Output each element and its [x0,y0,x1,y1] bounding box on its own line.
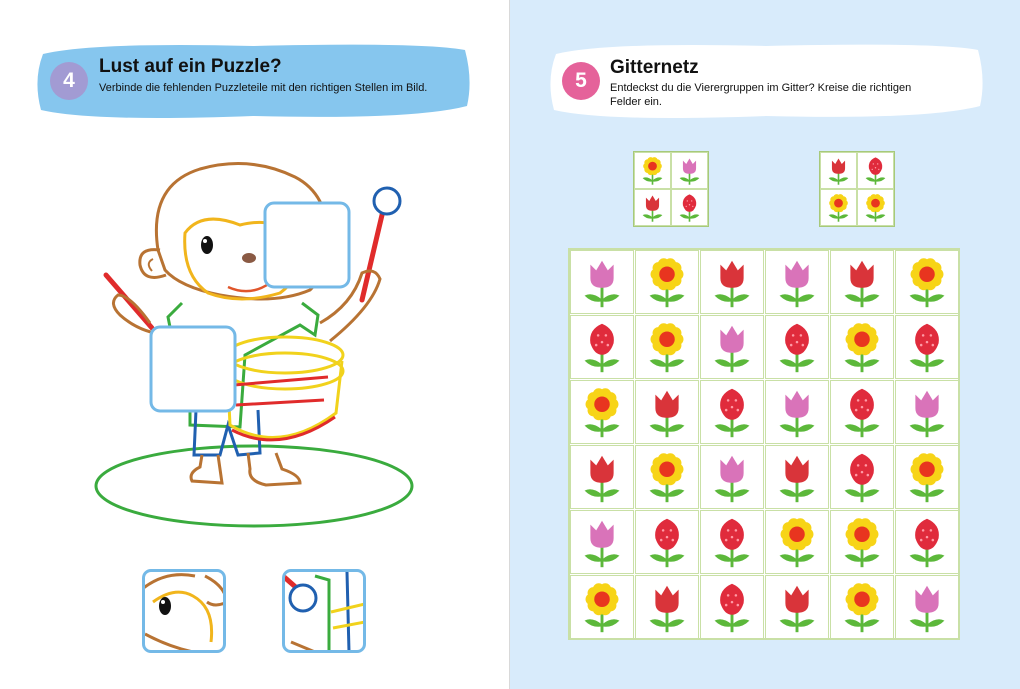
red-tulip-icon [636,381,698,443]
yellow-sunflower-icon [896,251,958,313]
pink-tulip-icon [701,446,763,508]
grid-cell-r4-c6[interactable] [895,445,959,509]
pink-tulip-icon [671,152,708,189]
red-strawberry-tulip-icon [701,576,763,638]
yellow-sunflower-icon [634,152,671,189]
grid-cell-r2-c2[interactable] [635,315,699,379]
yellow-sunflower-icon [636,316,698,378]
grid-cell-r5-c6[interactable] [895,510,959,574]
puzzle-piece-1[interactable] [142,569,226,653]
grid-cell-r5-c3[interactable] [700,510,764,574]
red-strawberry-tulip-icon [671,189,708,226]
grid-cell-r1-c4[interactable] [765,250,829,314]
sample-group-2 [819,151,895,227]
task-banner-5 [546,40,986,122]
task-instruction: Entdeckst du die Vierergruppen im Gitter? Kreise die richtigen Felder ein. [610,82,912,108]
pink-tulip-icon [571,251,633,313]
pink-tulip-icon [701,316,763,378]
red-tulip-icon [831,251,893,313]
sample-group-1 [633,151,709,227]
grid-cell-r3-c3[interactable] [700,380,764,444]
red-tulip-icon [766,446,828,508]
task-instruction: Verbinde die fehlenden Puzzleteile mit den richtigen Stellen im Bild. [99,82,428,94]
yellow-sunflower-icon [831,511,893,573]
grid-cell-r3-c4[interactable] [765,380,829,444]
grid-cell-r4-c3[interactable] [700,445,764,509]
yellow-sunflower-icon [820,189,857,226]
grid-cell-r5-c2[interactable] [635,510,699,574]
red-strawberry-tulip-icon [896,316,958,378]
grid-cell-r4-c2[interactable] [635,445,699,509]
yellow-sunflower-icon [896,446,958,508]
yellow-sunflower-icon [571,381,633,443]
monkey-drummer-illustration [90,155,430,530]
grid-cell-r5-c5[interactable] [830,510,894,574]
red-tulip-icon [636,576,698,638]
task-banner-4 [33,40,473,122]
puzzle-piece-2[interactable] [282,569,366,653]
monkey-face-piece-icon [145,572,223,650]
red-tulip-icon [766,576,828,638]
red-strawberry-tulip-icon [766,316,828,378]
task-number-badge: 5 [562,62,600,100]
grid-cell-r6-c6[interactable] [895,575,959,639]
yellow-sunflower-icon [636,446,698,508]
grid-cell-r6-c3[interactable] [700,575,764,639]
pink-tulip-icon [766,251,828,313]
yellow-sunflower-icon [857,189,894,226]
grid-cell-r4-c5[interactable] [830,445,894,509]
red-strawberry-tulip-icon [831,446,893,508]
grid-cell-r2-c4[interactable] [765,315,829,379]
pink-tulip-icon [896,576,958,638]
red-strawberry-tulip-icon [896,511,958,573]
red-strawberry-tulip-icon [636,511,698,573]
red-tulip-icon [701,251,763,313]
yellow-sunflower-icon [766,511,828,573]
red-strawberry-tulip-icon [831,381,893,443]
red-strawberry-tulip-icon [701,381,763,443]
grid-cell-r3-c6[interactable] [895,380,959,444]
grid-cell-r2-c3[interactable] [700,315,764,379]
grid-cell-r4-c4[interactable] [765,445,829,509]
red-tulip-icon [820,152,857,189]
red-tulip-icon [634,189,671,226]
grid-cell-r6-c5[interactable] [830,575,894,639]
grid-cell-r3-c5[interactable] [830,380,894,444]
yellow-sunflower-icon [831,316,893,378]
flower-grid [568,248,960,640]
grid-cell-r6-c4[interactable] [765,575,829,639]
red-tulip-icon [571,446,633,508]
grid-cell-r6-c1[interactable] [570,575,634,639]
yellow-sunflower-icon [831,576,893,638]
grid-cell-r2-c1[interactable] [570,315,634,379]
grid-cell-r2-c5[interactable] [830,315,894,379]
red-strawberry-tulip-icon [571,316,633,378]
grid-cell-r2-c6[interactable] [895,315,959,379]
task-title: Gitternetz [610,57,699,78]
grid-cell-r6-c2[interactable] [635,575,699,639]
grid-cell-r1-c6[interactable] [895,250,959,314]
red-strawberry-tulip-icon [701,511,763,573]
grid-cell-r1-c1[interactable] [570,250,634,314]
grid-cell-r1-c3[interactable] [700,250,764,314]
monkey-body-piece-icon [285,572,363,650]
grid-cell-r4-c1[interactable] [570,445,634,509]
task-number-badge: 4 [50,62,88,100]
grid-cell-r3-c1[interactable] [570,380,634,444]
grid-cell-r1-c2[interactable] [635,250,699,314]
yellow-sunflower-icon [571,576,633,638]
pink-tulip-icon [896,381,958,443]
grid-cell-r5-c4[interactable] [765,510,829,574]
right-page [510,0,1020,689]
red-strawberry-tulip-icon [857,152,894,189]
grid-cell-r1-c5[interactable] [830,250,894,314]
yellow-sunflower-icon [636,251,698,313]
pink-tulip-icon [766,381,828,443]
pink-tulip-icon [571,511,633,573]
task-title: Lust auf ein Puzzle? [99,56,282,77]
grid-cell-r3-c2[interactable] [635,380,699,444]
grid-cell-r5-c1[interactable] [570,510,634,574]
